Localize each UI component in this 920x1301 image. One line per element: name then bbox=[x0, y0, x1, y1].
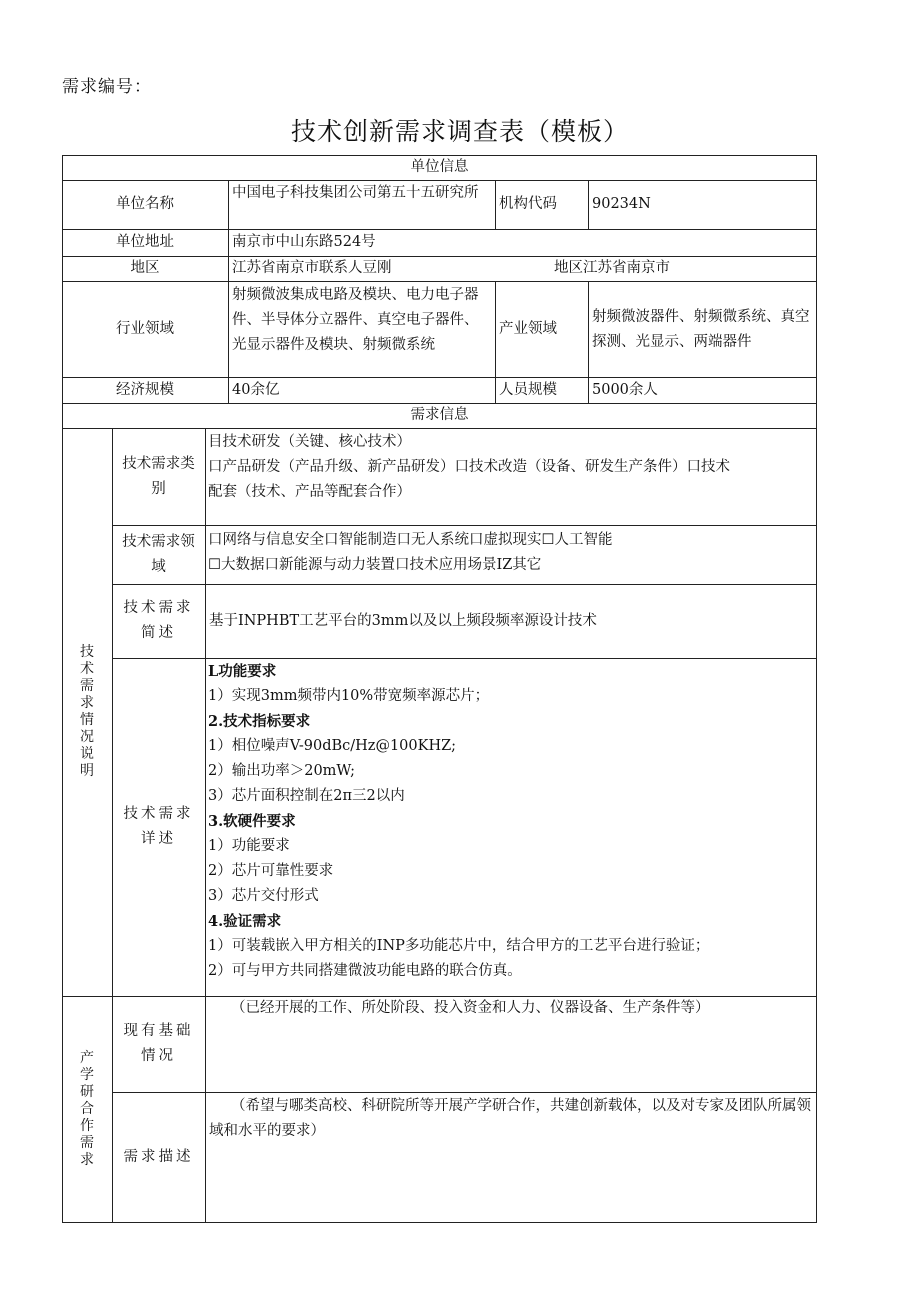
region-value: 地区江苏省南京市 bbox=[554, 260, 670, 276]
tech-brief-label: 技术需求简述 bbox=[123, 600, 194, 641]
section-unit-info: 单位信息 bbox=[410, 159, 469, 175]
field-value: 射频微波器件、射频微系统、真空探测、光显示、两端器件 bbox=[592, 309, 810, 350]
vertical-char: 明 bbox=[80, 763, 94, 779]
staff-scale-value: 5000余人 bbox=[592, 381, 658, 398]
vertical-char: 学 bbox=[80, 1066, 94, 1083]
text-line: ☐大数据口新能源与动力装置口技术应用场景IZ其它 bbox=[208, 557, 542, 573]
text-line: 1）实现3mm频带内10%带宽频率源芯片； bbox=[208, 688, 490, 704]
staff-scale-label: 人员规模 bbox=[499, 381, 557, 398]
text-line: 2）芯片可靠性要求 bbox=[208, 863, 334, 879]
vertical-char: 产 bbox=[80, 1049, 94, 1066]
vertical-char: 研 bbox=[80, 1083, 94, 1100]
text-line: 3）芯片面积控制在2π三2以内 bbox=[208, 788, 405, 804]
vertical-char: 求 bbox=[80, 695, 94, 711]
vertical-char: 况 bbox=[80, 729, 94, 745]
vertical-char: 需 bbox=[80, 678, 94, 694]
region-label: 地区 bbox=[130, 260, 160, 276]
vertical-char: 情 bbox=[80, 712, 94, 728]
economic-scale-label: 经济规模 bbox=[116, 381, 174, 398]
region-contact-value: 江苏省南京市联系人豆刚 bbox=[232, 260, 392, 276]
text-line: 1）相位噪声V-90dBc/Hz@100KHZ; bbox=[208, 738, 457, 754]
demand-desc-hint: （希望与哪类高校、科研院所等开展产学研合作，共建创新载体，以及对专家及团队所属领域和水平的要求） bbox=[209, 1098, 811, 1139]
vertical-char: 求 bbox=[80, 1151, 94, 1168]
field-label: 产业领域 bbox=[499, 320, 557, 337]
economic-scale-value: 40余亿 bbox=[232, 381, 280, 398]
requirement-number-label: 需求编号： bbox=[62, 77, 152, 97]
vertical-char: 技 bbox=[80, 644, 94, 660]
vertical-char: 作 bbox=[80, 1117, 94, 1134]
tech-detail-content bbox=[205, 658, 817, 996]
text-line: 口产品研发（产品升级、新产品研发）口技术改造（设备、研发生产条件）口技术 bbox=[208, 459, 730, 475]
text-line: 口网络与信息安全口智能制造口无人系统口虚拟现实☐人工智能 bbox=[208, 532, 613, 548]
text-line: 2）输出功率＞20mW; bbox=[208, 763, 355, 779]
unit-name-value: 中国电子科技集团公司第五十五研究所 bbox=[232, 185, 479, 201]
vertical-char: 术 bbox=[80, 661, 94, 677]
text-line: 1）可装载嵌入甲方相关的INP多功能芯片中，结合甲方的工艺平台进行验证； bbox=[208, 938, 710, 954]
vertical-char: 合 bbox=[80, 1100, 94, 1117]
survey-table bbox=[62, 155, 817, 1223]
tech-domain-options bbox=[205, 525, 817, 584]
industry-label: 行业领域 bbox=[116, 320, 174, 337]
text-line: 3）芯片交付形式 bbox=[208, 888, 319, 904]
tech-detail-label: 技术需求详述 bbox=[123, 806, 194, 847]
text-line: 目技术研发（关键、核心技术） bbox=[208, 434, 411, 450]
unit-name-label: 单位名称 bbox=[116, 196, 174, 212]
unit-address-label: 单位地址 bbox=[116, 234, 174, 250]
section-demand-info: 需求信息 bbox=[410, 407, 469, 423]
text-line: 3.软硬件要求 bbox=[208, 813, 296, 830]
text-line: 4.验证需求 bbox=[208, 913, 282, 930]
tech-demand-group-label bbox=[62, 428, 112, 996]
text-line: 配套（技术、产品等配套合作） bbox=[208, 484, 411, 500]
cooperation-group-label bbox=[62, 996, 112, 1222]
document-title: 技术创新需求调查表（模板） bbox=[290, 117, 629, 146]
org-code-label: 机构代码 bbox=[499, 196, 557, 212]
table-border bbox=[62, 1222, 817, 1223]
existing-basis-label: 现有基础情况 bbox=[123, 1023, 194, 1064]
demand-desc-label: 需求描述 bbox=[123, 1148, 194, 1165]
text-line: 2）可与甲方共同搭建微波功能电路的联合仿真。 bbox=[208, 963, 522, 979]
vertical-char: 说 bbox=[80, 746, 94, 762]
tech-category-options bbox=[205, 428, 817, 525]
tech-category-label: 技术需求类别 bbox=[122, 455, 195, 497]
text-line: L功能要求 bbox=[208, 663, 277, 680]
industry-value: 射频微波集成电路及模块、电力电子器件、半导体分立器件、真空电子器件、光显示器件及模块、射频微系统 bbox=[232, 287, 479, 353]
tech-domain-label: 技术需求领域 bbox=[122, 533, 195, 575]
existing-basis-hint: （已经开展的工作、所处阶段、投入资金和人力、仪器设备、生产条件等） bbox=[231, 1000, 710, 1016]
unit-address-value: 南京市中山东路524号 bbox=[232, 234, 376, 250]
org-code-value: 90234N bbox=[592, 196, 651, 212]
text-line: 2.技术指标要求 bbox=[208, 713, 311, 730]
tech-brief-value: 基于INPHBT工艺平台的3mm以及以上频段频率源设计技术 bbox=[209, 612, 597, 629]
text-line: 1）功能要求 bbox=[208, 838, 290, 854]
vertical-char: 需 bbox=[80, 1134, 94, 1151]
